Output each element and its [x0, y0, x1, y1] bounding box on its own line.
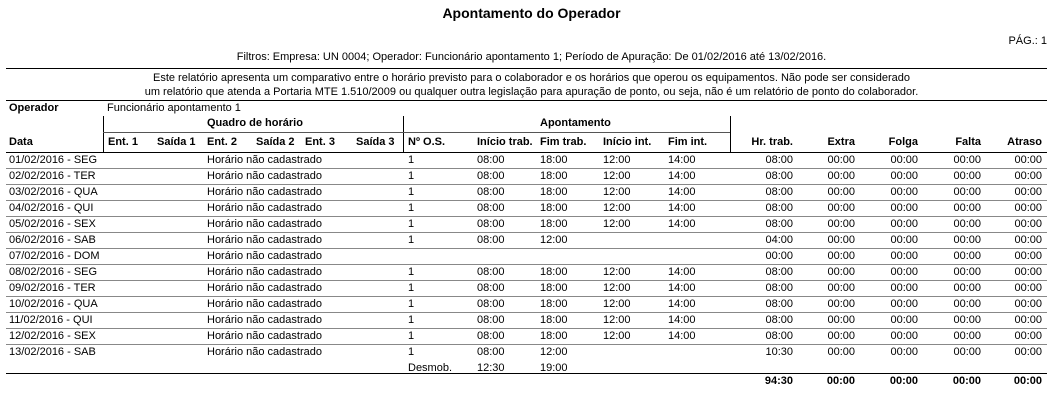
cell-fim-int: 14:00	[668, 170, 696, 182]
cell-folga: 00:00	[890, 170, 918, 182]
cell-extra: 00:00	[827, 234, 855, 246]
cell-os: 1	[408, 170, 415, 182]
cell-inicio-trab: 08:00	[477, 330, 505, 342]
cell-date: 11/02/2016 - QUI	[9, 314, 93, 326]
total-atraso: 00:00	[1013, 375, 1042, 387]
table-row	[0, 265, 1063, 281]
cell-falta: 00:00	[953, 154, 981, 166]
cell-date: 03/02/2016 - QUA	[9, 186, 98, 198]
table-row	[0, 313, 1063, 329]
cell-os: 1	[408, 266, 415, 278]
cell-schedule: Horário não cadastrado	[207, 282, 322, 294]
col-header-fim-int: Fim int.	[668, 136, 708, 148]
cell-atraso: 00:00	[1014, 186, 1042, 198]
cell-fim-int: 14:00	[668, 282, 696, 294]
cell-os: 1	[408, 234, 415, 246]
report-filters: Filtros: Empresa: UN 0004; Operador: Funcionário apontamento 1; Período de Apuração: De 01/02/2016 até 13/02/2016.	[236, 51, 827, 63]
cell-os: 1	[408, 154, 415, 166]
schedule-group-header: Quadro de horário	[207, 117, 303, 129]
cell-hr-trab: 08:00	[765, 202, 793, 214]
cell-folga: 00:00	[890, 154, 918, 166]
cell-date: 07/02/2016 - DOM	[9, 250, 100, 262]
cell-fim-int: 14:00	[668, 218, 696, 230]
col-header-saida3: Saída 3	[356, 136, 395, 148]
cell-os: 1	[408, 314, 415, 326]
cell-falta: 00:00	[953, 186, 981, 198]
cell-os-extra: Desmob.	[408, 362, 453, 374]
cell-atraso: 00:00	[1014, 234, 1042, 246]
cell-inicio-int: 12:00	[603, 266, 631, 278]
cell-date: 13/02/2016 - SAB	[9, 346, 96, 358]
col-header-fim-trab: Fim trab.	[540, 136, 587, 148]
cell-fim-int: 14:00	[668, 154, 696, 166]
divider	[6, 68, 1047, 69]
cell-folga: 00:00	[890, 186, 918, 198]
group-underline	[403, 132, 730, 133]
cell-schedule: Horário não cadastrado	[207, 218, 322, 230]
cell-fim-trab: 18:00	[540, 330, 568, 342]
cell-extra: 00:00	[827, 250, 855, 262]
cell-fim-trab: 18:00	[540, 186, 568, 198]
cell-atraso: 00:00	[1014, 250, 1042, 262]
cell-os: 1	[408, 186, 415, 198]
cell-folga: 00:00	[890, 282, 918, 294]
totals-divider	[6, 373, 1047, 374]
cell-inicio-trab: 08:00	[477, 282, 505, 294]
cell-date: 05/02/2016 - SEX	[9, 218, 96, 230]
cell-extra: 00:00	[827, 154, 855, 166]
cell-schedule: Horário não cadastrado	[207, 346, 322, 358]
cell-schedule: Horário não cadastrado	[207, 234, 322, 246]
cell-inicio-int: 12:00	[603, 298, 631, 310]
cell-hr-trab: 04:00	[765, 234, 793, 246]
table-row	[0, 281, 1063, 297]
cell-os: 1	[408, 346, 415, 358]
cell-fim-int: 14:00	[668, 314, 696, 326]
cell-inicio-int: 12:00	[603, 170, 631, 182]
cell-inicio-trab-extra: 12:30	[477, 362, 505, 374]
cell-extra: 00:00	[827, 170, 855, 182]
cell-inicio-trab: 08:00	[477, 234, 505, 246]
table-row	[0, 153, 1063, 169]
cell-folga: 00:00	[890, 218, 918, 230]
cell-atraso: 00:00	[1014, 218, 1042, 230]
cell-os: 1	[408, 330, 415, 342]
cell-schedule: Horário não cadastrado	[207, 298, 322, 310]
cell-falta: 00:00	[953, 218, 981, 230]
group-underline	[103, 132, 403, 133]
table-row	[0, 345, 1063, 374]
cell-date: 01/02/2016 - SEG	[9, 154, 98, 166]
cell-folga: 00:00	[890, 314, 918, 326]
cell-inicio-trab: 08:00	[477, 314, 505, 326]
cell-fim-int: 14:00	[668, 298, 696, 310]
col-header-os: Nº O.S.	[408, 136, 446, 148]
cell-inicio-trab: 08:00	[477, 186, 505, 198]
table-row	[0, 169, 1063, 185]
cell-hr-trab: 08:00	[765, 218, 793, 230]
cell-fim-int: 14:00	[668, 330, 696, 342]
cell-folga: 00:00	[890, 234, 918, 246]
cell-falta: 00:00	[953, 266, 981, 278]
cell-inicio-int: 12:00	[603, 330, 631, 342]
cell-folga: 00:00	[890, 202, 918, 214]
cell-falta: 00:00	[953, 234, 981, 246]
cell-inicio-trab: 08:00	[477, 266, 505, 278]
cell-falta: 00:00	[953, 282, 981, 294]
cell-os: 1	[408, 282, 415, 294]
cell-atraso: 00:00	[1014, 170, 1042, 182]
cell-date: 12/02/2016 - SEX	[9, 330, 96, 342]
cell-extra: 00:00	[827, 202, 855, 214]
table-row	[0, 249, 1063, 265]
cell-hr-trab: 08:00	[765, 314, 793, 326]
cell-fim-trab: 18:00	[540, 298, 568, 310]
report-title: Apontamento do Operador	[442, 5, 621, 21]
cell-extra: 00:00	[827, 282, 855, 294]
cell-inicio-int: 12:00	[603, 314, 631, 326]
disclaimer-line-1: Este relatório apresenta um comparativo entre o horário previsto para o colaborador e os horários que operou os equipamentos. Não pode ser considerado	[152, 72, 910, 84]
cell-extra: 00:00	[827, 314, 855, 326]
total-folga: 00:00	[889, 375, 918, 387]
cell-hr-trab: 08:00	[765, 282, 793, 294]
cell-hr-trab: 08:00	[765, 170, 793, 182]
cell-fim-int: 14:00	[668, 202, 696, 214]
col-header-ent1: Ent. 1	[108, 136, 138, 148]
cell-date: 09/02/2016 - TER	[9, 282, 96, 294]
col-header-saida2: Saída 2	[256, 136, 295, 148]
cell-inicio-trab: 08:00	[477, 202, 505, 214]
cell-falta: 00:00	[953, 250, 981, 262]
cell-date: 08/02/2016 - SEG	[9, 266, 98, 278]
cell-inicio-trab: 08:00	[477, 298, 505, 310]
col-header-data: Data	[9, 136, 33, 148]
divider	[6, 100, 1047, 101]
cell-inicio-trab: 08:00	[477, 346, 505, 358]
cell-folga: 00:00	[890, 330, 918, 342]
cell-falta: 00:00	[953, 314, 981, 326]
cell-fim-trab-extra: 19:00	[540, 362, 568, 374]
cell-extra: 00:00	[827, 346, 855, 358]
total-extra: 00:00	[826, 375, 855, 387]
cell-hr-trab: 08:00	[765, 186, 793, 198]
cell-schedule: Horário não cadastrado	[207, 154, 322, 166]
cell-fim-trab: 18:00	[540, 282, 568, 294]
cell-os: 1	[408, 202, 415, 214]
cell-schedule: Horário não cadastrado	[207, 266, 322, 278]
operator-name: Funcionário apontamento 1	[107, 102, 241, 114]
cell-fim-trab: 18:00	[540, 218, 568, 230]
cell-atraso: 00:00	[1014, 154, 1042, 166]
cell-date: 04/02/2016 - QUI	[9, 202, 94, 214]
apontamento-group-header: Apontamento	[540, 117, 611, 129]
cell-fim-trab: 18:00	[540, 266, 568, 278]
cell-inicio-int: 12:00	[603, 186, 631, 198]
cell-schedule: Horário não cadastrado	[207, 186, 322, 198]
column-separator	[103, 116, 104, 152]
cell-hr-trab: 08:00	[765, 266, 793, 278]
column-separator	[403, 116, 404, 152]
col-header-ent3: Ent. 3	[305, 136, 335, 148]
cell-schedule: Horário não cadastrado	[207, 314, 322, 326]
col-header-folga: Folga	[888, 136, 918, 148]
cell-os: 1	[408, 218, 415, 230]
total-hr-trab: 94:30	[764, 375, 793, 387]
col-header-inicio-int: Início int.	[603, 136, 652, 148]
cell-fim-int: 14:00	[668, 266, 696, 278]
cell-schedule: Horário não cadastrado	[207, 202, 322, 214]
cell-falta: 00:00	[953, 202, 981, 214]
cell-inicio-int: 12:00	[603, 154, 631, 166]
cell-atraso: 00:00	[1014, 282, 1042, 294]
cell-fim-trab: 18:00	[540, 202, 568, 214]
cell-folga: 00:00	[890, 250, 918, 262]
cell-falta: 00:00	[953, 330, 981, 342]
cell-inicio-trab: 08:00	[477, 170, 505, 182]
table-row	[0, 329, 1063, 345]
col-header-saida1: Saída 1	[157, 136, 196, 148]
col-header-extra: Extra	[827, 136, 855, 148]
cell-fim-int: 14:00	[668, 186, 696, 198]
col-header-falta: Falta	[955, 136, 981, 148]
cell-atraso: 00:00	[1014, 202, 1042, 214]
cell-atraso: 00:00	[1014, 330, 1042, 342]
cell-inicio-trab: 08:00	[477, 154, 505, 166]
page-number: PÁG.: 1	[1008, 35, 1047, 47]
cell-atraso: 00:00	[1014, 314, 1042, 326]
cell-date: 06/02/2016 - SAB	[9, 234, 96, 246]
cell-extra: 00:00	[827, 186, 855, 198]
column-separator	[730, 116, 731, 152]
cell-fim-trab: 12:00	[540, 346, 568, 358]
cell-atraso: 00:00	[1014, 266, 1042, 278]
cell-fim-trab: 18:00	[540, 314, 568, 326]
col-header-inicio-trab: Início trab.	[477, 136, 533, 148]
cell-folga: 00:00	[890, 266, 918, 278]
cell-folga: 00:00	[890, 346, 918, 358]
cell-schedule: Horário não cadastrado	[207, 330, 322, 342]
table-row	[0, 233, 1063, 249]
operator-label: Operador	[9, 102, 59, 114]
cell-extra: 00:00	[827, 218, 855, 230]
cell-date: 02/02/2016 - TER	[9, 170, 96, 182]
cell-hr-trab: 10:30	[765, 346, 793, 358]
cell-extra: 00:00	[827, 298, 855, 310]
cell-schedule: Horário não cadastrado	[207, 170, 322, 182]
table-row	[0, 297, 1063, 313]
total-falta: 00:00	[952, 375, 981, 387]
cell-folga: 00:00	[890, 298, 918, 310]
cell-fim-trab: 12:00	[540, 234, 568, 246]
cell-inicio-int: 12:00	[603, 218, 631, 230]
table-row	[0, 217, 1063, 233]
col-header-hr-trab: Hr. trab.	[751, 136, 793, 148]
cell-fim-trab: 18:00	[540, 154, 568, 166]
disclaimer-line-2: um relatório que atenda a Portaria MTE 1.510/2009 ou qualquer outra legislação para apuração de ponto, ou seja, não é um relatório de ponto do colaborador.	[144, 86, 919, 98]
cell-hr-trab: 00:00	[765, 250, 793, 262]
cell-hr-trab: 08:00	[765, 330, 793, 342]
cell-schedule: Horário não cadastrado	[207, 250, 322, 262]
cell-date: 10/02/2016 - QUA	[9, 298, 98, 310]
col-header-ent2: Ent. 2	[207, 136, 237, 148]
cell-falta: 00:00	[953, 298, 981, 310]
cell-extra: 00:00	[827, 266, 855, 278]
cell-hr-trab: 08:00	[765, 298, 793, 310]
table-row	[0, 185, 1063, 201]
col-header-atraso: Atraso	[1007, 136, 1042, 148]
cell-atraso: 00:00	[1014, 346, 1042, 358]
cell-inicio-int: 12:00	[603, 282, 631, 294]
cell-fim-trab: 18:00	[540, 170, 568, 182]
cell-os: 1	[408, 298, 415, 310]
cell-hr-trab: 08:00	[765, 154, 793, 166]
table-row	[0, 201, 1063, 217]
cell-falta: 00:00	[953, 170, 981, 182]
cell-atraso: 00:00	[1014, 298, 1042, 310]
cell-inicio-int: 12:00	[603, 202, 631, 214]
cell-falta: 00:00	[953, 346, 981, 358]
cell-inicio-trab: 08:00	[477, 218, 505, 230]
cell-extra: 00:00	[827, 330, 855, 342]
